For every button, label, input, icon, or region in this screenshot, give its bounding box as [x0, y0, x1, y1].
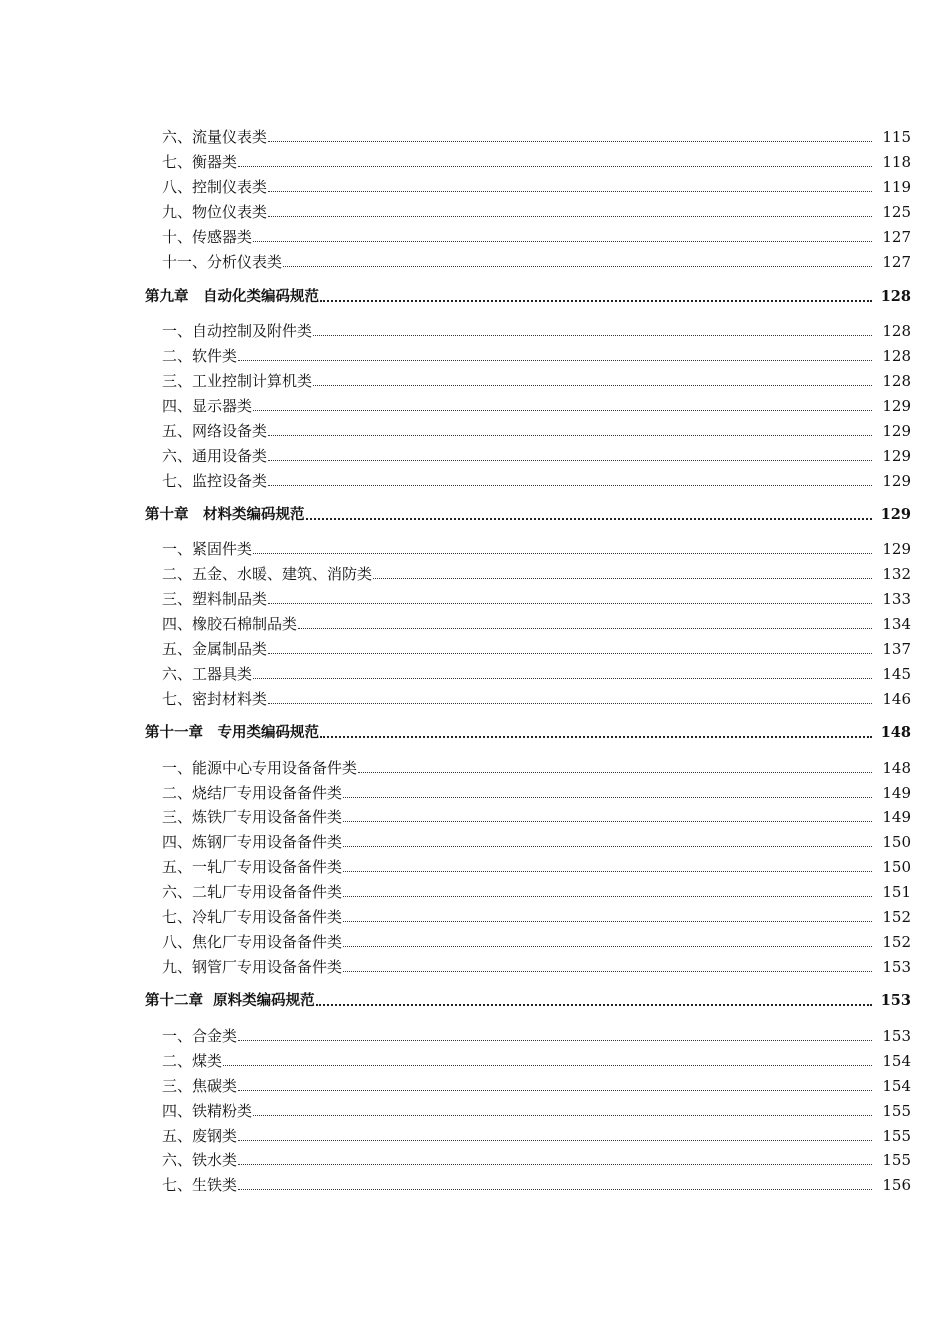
toc-entry-title: 一、能源中心专用设备备件类 — [162, 759, 358, 777]
toc-section-entry[interactable] — [0, 636, 950, 658]
toc-entry-title: 三、焦碳类 — [162, 1077, 238, 1095]
toc-entry-title: 七、监控设备类 — [162, 472, 268, 490]
toc-entry-page-number: 155 — [882, 1127, 911, 1145]
dot-leader — [306, 517, 873, 520]
toc-entry-title: 六、通用设备类 — [162, 447, 268, 465]
toc-entry-page-number: 154 — [882, 1077, 911, 1095]
dot-leader — [238, 1188, 872, 1190]
toc-entry-page-number: 129 — [882, 540, 911, 558]
toc-entry-title: 七、衡器类 — [162, 153, 238, 171]
toc-entry-title: 十、传感器类 — [162, 228, 253, 246]
toc-entry-page-number: 148 — [880, 724, 911, 741]
toc-section-entry[interactable] — [0, 1073, 950, 1095]
toc-entry-page-number: 129 — [882, 397, 911, 415]
dot-leader — [298, 627, 872, 629]
toc-section-entry[interactable] — [0, 468, 950, 490]
toc-entry-title: 九、钢管厂专用设备备件类 — [162, 958, 343, 976]
toc-section-entry[interactable] — [0, 343, 950, 365]
toc-entry-title: 三、工业控制计算机类 — [162, 372, 313, 390]
toc-section-entry[interactable] — [0, 393, 950, 415]
toc-section-entry[interactable] — [0, 561, 950, 583]
toc-entry-title: 八、控制仪表类 — [162, 178, 268, 196]
toc-entry-page-number: 134 — [882, 615, 911, 633]
toc-entry-title: 七、密封材料类 — [162, 690, 268, 708]
dot-leader — [343, 945, 872, 947]
toc-entry-page-number: 133 — [882, 590, 911, 608]
toc-entry-title: 六、铁水类 — [162, 1151, 238, 1169]
dot-leader — [238, 1039, 872, 1041]
toc-entry-title: 第十一章 专用类编码规范 — [145, 724, 319, 741]
dot-leader — [268, 140, 872, 142]
toc-chapter-entry[interactable] — [0, 284, 950, 306]
toc-entry-page-number: 150 — [882, 858, 911, 876]
dot-leader — [268, 652, 872, 654]
toc-entry-title: 四、炼钢厂专用设备备件类 — [162, 833, 343, 851]
toc-entry-title: 四、铁精粉类 — [162, 1102, 253, 1120]
dot-leader — [320, 299, 872, 302]
toc-entry-title: 五、一轧厂专用设备备件类 — [162, 858, 343, 876]
toc-entry-page-number: 153 — [882, 958, 911, 976]
toc-section-entry[interactable] — [0, 755, 950, 777]
toc-section-entry[interactable] — [0, 686, 950, 708]
toc-section-entry[interactable] — [0, 586, 950, 608]
dot-leader — [268, 190, 872, 192]
toc-section-entry[interactable] — [0, 368, 950, 390]
toc-section-entry[interactable] — [0, 1048, 950, 1070]
toc-section-entry[interactable] — [0, 1123, 950, 1145]
toc-entry-title: 一、紧固件类 — [162, 540, 253, 558]
toc-entry-title: 五、废钢类 — [162, 1127, 238, 1145]
dot-leader — [343, 796, 872, 798]
toc-entry-page-number: 129 — [882, 422, 911, 440]
dot-leader — [268, 459, 872, 461]
toc-section-entry[interactable] — [0, 661, 950, 683]
toc-entry-title: 四、橡胶石棉制品类 — [162, 615, 298, 633]
toc-chapter-entry[interactable] — [0, 502, 950, 524]
toc-entry-page-number: 129 — [882, 447, 911, 465]
toc-entry-title: 第九章 自动化类编码规范 — [145, 288, 319, 305]
toc-section-entry[interactable] — [0, 780, 950, 802]
toc-entry-title: 一、自动控制及附件类 — [162, 322, 313, 340]
toc-entry-page-number: 146 — [882, 690, 911, 708]
toc-section-entry[interactable] — [0, 418, 950, 440]
dot-leader — [313, 334, 872, 336]
toc-entry-title: 六、流量仪表类 — [162, 128, 268, 146]
dot-leader — [313, 384, 872, 386]
dot-leader — [238, 1089, 872, 1091]
dot-leader — [343, 870, 872, 872]
toc-section-entry[interactable] — [0, 879, 950, 901]
dot-leader — [268, 602, 872, 604]
toc-entry-title: 三、塑料制品类 — [162, 590, 268, 608]
toc-entry-page-number: 149 — [882, 808, 911, 826]
toc-chapter-entry[interactable] — [0, 720, 950, 742]
toc-entry-title: 第十二章 原料类编码规范 — [145, 992, 315, 1009]
dot-leader — [238, 1139, 872, 1141]
dot-leader — [238, 165, 872, 167]
dot-leader — [320, 735, 872, 738]
toc-section-entry[interactable] — [0, 954, 950, 976]
toc-entry-title: 三、炼铁厂专用设备备件类 — [162, 808, 343, 826]
toc-entry-page-number: 152 — [882, 908, 911, 926]
dot-leader — [223, 1064, 872, 1066]
toc-entry-title: 第十章 材料类编码规范 — [145, 506, 305, 523]
toc-section-entry[interactable] — [0, 929, 950, 951]
toc-section-entry[interactable] — [0, 904, 950, 926]
toc-entry-title: 八、焦化厂专用设备备件类 — [162, 933, 343, 951]
dot-leader — [253, 677, 872, 679]
dot-leader — [343, 920, 872, 922]
toc-section-entry[interactable] — [0, 804, 950, 826]
toc-entry-page-number: 156 — [882, 1176, 911, 1194]
toc-entry-title: 七、冷轧厂专用设备备件类 — [162, 908, 343, 926]
dot-leader — [238, 1163, 872, 1165]
toc-section-entry[interactable] — [0, 1147, 950, 1169]
toc-entry-title: 二、煤类 — [162, 1052, 223, 1070]
toc-entry-page-number: 153 — [880, 992, 911, 1009]
toc-section-entry[interactable] — [0, 249, 950, 271]
dot-leader — [343, 845, 872, 847]
toc-entry-page-number: 145 — [882, 665, 911, 683]
dot-leader — [343, 895, 872, 897]
dot-leader — [268, 484, 872, 486]
toc-entry-page-number: 150 — [882, 833, 911, 851]
toc-entry-page-number: 152 — [882, 933, 911, 951]
toc-entry-title: 六、工器具类 — [162, 665, 253, 683]
dot-leader — [253, 240, 872, 242]
toc-entry-page-number: 128 — [882, 372, 911, 390]
toc-entry-title: 二、烧结厂专用设备备件类 — [162, 784, 343, 802]
toc-section-entry[interactable] — [0, 443, 950, 465]
toc-entry-page-number: 137 — [882, 640, 911, 658]
toc-entry-page-number: 132 — [882, 565, 911, 583]
toc-entry-title: 十一、分析仪表类 — [162, 253, 283, 271]
dot-leader — [253, 409, 872, 411]
toc-entry-title: 一、合金类 — [162, 1027, 238, 1045]
toc-entry-page-number: 127 — [882, 228, 911, 246]
toc-entry-page-number: 125 — [882, 203, 911, 221]
toc-section-entry[interactable] — [0, 199, 950, 221]
toc-entry-page-number: 154 — [882, 1052, 911, 1070]
toc-entry-title: 七、生铁类 — [162, 1176, 238, 1194]
toc-entry-page-number: 118 — [882, 153, 911, 171]
toc-entry-page-number: 119 — [882, 178, 911, 196]
toc-entry-title: 五、金属制品类 — [162, 640, 268, 658]
toc-section-entry[interactable] — [0, 1023, 950, 1045]
dot-leader — [343, 820, 872, 822]
toc-section-entry[interactable] — [0, 854, 950, 876]
toc-entry-title: 六、二轧厂专用设备备件类 — [162, 883, 343, 901]
toc-entry-page-number: 127 — [882, 253, 911, 271]
dot-leader — [358, 771, 872, 773]
toc-section-entry[interactable] — [0, 536, 950, 558]
toc-section-entry[interactable] — [0, 829, 950, 851]
toc-entry-page-number: 129 — [880, 506, 911, 523]
dot-leader — [268, 702, 872, 704]
toc-entry-page-number: 155 — [882, 1151, 911, 1169]
dot-leader — [268, 434, 872, 436]
toc-chapter-entry[interactable] — [0, 988, 950, 1010]
toc-entry-title: 二、五金、水暖、建筑、消防类 — [162, 565, 373, 583]
toc-entry-page-number: 128 — [882, 322, 911, 340]
toc-entry-page-number: 151 — [882, 883, 911, 901]
toc-section-entry[interactable] — [0, 1098, 950, 1120]
toc-entry-page-number: 129 — [882, 472, 911, 490]
dot-leader — [316, 1003, 872, 1006]
toc-section-entry[interactable] — [0, 149, 950, 171]
toc-entry-page-number: 153 — [882, 1027, 911, 1045]
dot-leader — [373, 577, 872, 579]
toc-entry-page-number: 115 — [882, 128, 911, 146]
toc-section-entry[interactable] — [0, 611, 950, 633]
toc-section-entry[interactable] — [0, 1172, 950, 1194]
dot-leader — [253, 1114, 872, 1116]
toc-entry-page-number: 128 — [882, 347, 911, 365]
dot-leader — [283, 265, 872, 267]
toc-section-entry[interactable] — [0, 174, 950, 196]
dot-leader — [238, 359, 872, 361]
toc-section-entry[interactable] — [0, 224, 950, 246]
toc-entry-title: 二、软件类 — [162, 347, 238, 365]
toc-entry-title: 九、物位仪表类 — [162, 203, 268, 221]
toc-entry-title: 五、网络设备类 — [162, 422, 268, 440]
dot-leader — [343, 970, 872, 972]
toc-entry-title: 四、显示器类 — [162, 397, 253, 415]
dot-leader — [253, 552, 872, 554]
toc-entry-page-number: 149 — [882, 784, 911, 802]
toc-entry-page-number: 155 — [882, 1102, 911, 1120]
dot-leader — [268, 215, 872, 217]
toc-section-entry[interactable] — [0, 318, 950, 340]
toc-entry-page-number: 148 — [882, 759, 911, 777]
toc-section-entry[interactable] — [0, 124, 950, 146]
toc-entry-page-number: 128 — [880, 288, 911, 305]
